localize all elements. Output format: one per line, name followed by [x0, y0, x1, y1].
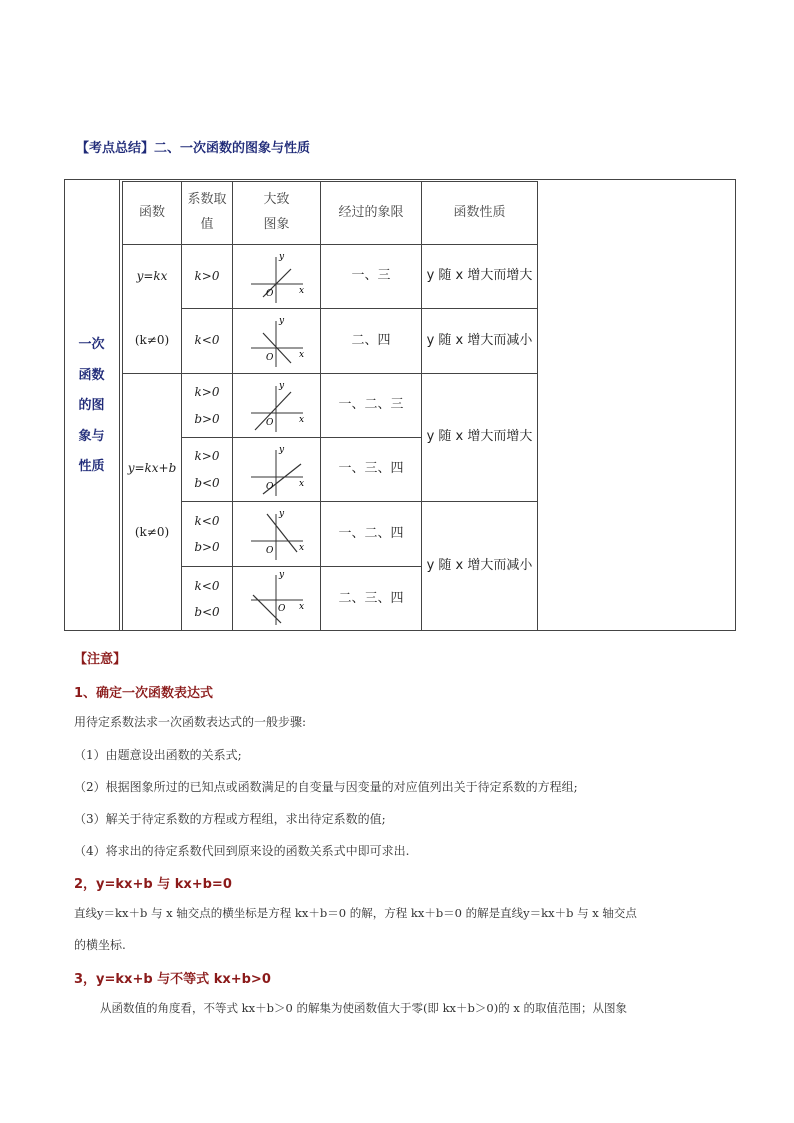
property-cell: y 随 x 增大而增大 [426, 268, 533, 284]
y-label: y [279, 316, 285, 326]
coef-b: b>0 [194, 540, 220, 554]
coef-k: k<0 [194, 513, 220, 528]
step-item: （2）根据图象所过的已知点或函数满足的自变量与因变量的对应值列出关于待定系数的方程组; [74, 780, 578, 794]
header-graph [233, 182, 320, 244]
section-1-intro: 用待定系数法求一次函数表达式的一般步骤: [74, 715, 307, 729]
notes-heading: 【注意】 [74, 652, 127, 667]
step-item: （4）将求出的待定系数代回到原来设的函数关系式中即可求出. [74, 844, 410, 858]
section-2-line: 的横坐标. [74, 938, 126, 952]
section-2-line: 直线y＝kx＋b 与 x 轴交点的横坐标是方程 kx＋b＝0 的解，方程 kx＋b＝0 的解是直线y＝kx＋b 与 x 轴交点 [74, 906, 637, 920]
quadrant-cell: 一、三 [351, 268, 391, 284]
header-coef-line: 值 [200, 217, 214, 232]
left-label-line: 的图 [78, 398, 105, 414]
property-cell: y 随 x 增大而减小 [426, 558, 533, 574]
y-label: y [279, 509, 285, 519]
property-cell: y 随 x 增大而减小 [426, 332, 533, 348]
y-label: y [279, 381, 285, 391]
left-label-line: 一次 [78, 337, 105, 352]
graph-kneg-bneg [233, 567, 320, 631]
coef-k: k>0 [194, 385, 220, 400]
quadrant-cell: 二、三、四 [338, 590, 404, 606]
left-label-line: 象与 [78, 428, 105, 444]
graph-kneg-bpos [233, 502, 320, 566]
coef-b: b<0 [194, 605, 220, 619]
origin-label: O [266, 546, 274, 556]
origin-label: O [278, 604, 286, 614]
left-row-label [64, 330, 119, 483]
section-3-line: 从函数值的角度看，不等式 kx＋b＞0 的解集为使函数值大于零(即 kx＋b＞0)的 x 的取值范围；从图象 [100, 1001, 627, 1015]
header-graph-line: 图象 [263, 217, 290, 232]
cond-k-nonzero: (k≠0) [134, 525, 170, 540]
quadrant-cell: 二、四 [351, 332, 391, 348]
x-label: x [299, 543, 305, 553]
x-label: x [299, 415, 305, 425]
origin-label: O [266, 353, 274, 363]
y-label: y [279, 570, 285, 580]
property-cell: y 随 x 增大而增大 [426, 429, 533, 445]
header-coef-line: 系数取 [187, 192, 227, 208]
func-ykxb: y=kx+b [127, 461, 177, 476]
coef-cell [182, 438, 232, 501]
origin-label: O [266, 482, 274, 492]
coef-k: k<0 [194, 578, 220, 593]
coef-cell [182, 567, 232, 631]
left-label-line: 性质 [78, 459, 105, 475]
section-3-title: 3，y=kx+b 与不等式 kx+b>0 [74, 972, 271, 987]
quadrant-cell: 一、三、四 [338, 461, 404, 477]
header-quadrant: 经过的象限 [338, 204, 404, 220]
cond-k-nonzero: (k≠0) [134, 333, 170, 348]
origin-label: O [266, 418, 274, 428]
coef-cell: k>0 [194, 268, 220, 283]
grid-line [119, 179, 120, 631]
grid-line [537, 181, 538, 631]
section-1-title: 1、确定一次函数表达式 [74, 686, 214, 701]
coef-cell [182, 374, 232, 437]
graph-k-neg [233, 309, 320, 373]
coef-k: k>0 [194, 449, 220, 464]
graph-k-pos [233, 245, 320, 308]
header-graph-line: 大致 [263, 192, 290, 208]
func-ykx: y=kx [136, 269, 168, 284]
x-label: x [299, 479, 305, 489]
step-item: （3）解关于待定系数的方程或方程组，求出待定系数的值; [74, 812, 386, 826]
header-coef [182, 182, 232, 244]
section-2-title: 2，y=kx+b 与 kx+b=0 [74, 877, 232, 892]
coef-b: b>0 [194, 411, 220, 426]
quadrant-cell: 一、二、三 [338, 397, 404, 413]
origin-label: O [266, 289, 274, 299]
y-label: y [279, 445, 285, 455]
quadrant-cell: 一、二、四 [338, 525, 404, 541]
header-prop: 函数性质 [453, 204, 506, 220]
x-label: x [299, 350, 305, 360]
left-label-line: 函数 [78, 367, 105, 383]
function-line [253, 595, 281, 623]
section-title: 【考点总结】二、一次函数的图象与性质 [76, 141, 311, 156]
y-label: y [279, 252, 285, 262]
header-func: 函数 [138, 204, 165, 220]
step-item: （1）由题意设出函数的关系式; [74, 748, 242, 762]
graph-kpos-bneg [233, 438, 320, 501]
x-label: x [299, 286, 305, 296]
coef-cell [182, 502, 232, 566]
coef-b: b<0 [194, 475, 220, 490]
graph-kpos-bpos [233, 374, 320, 437]
x-label: x [299, 602, 305, 612]
coef-cell: k<0 [194, 333, 220, 348]
